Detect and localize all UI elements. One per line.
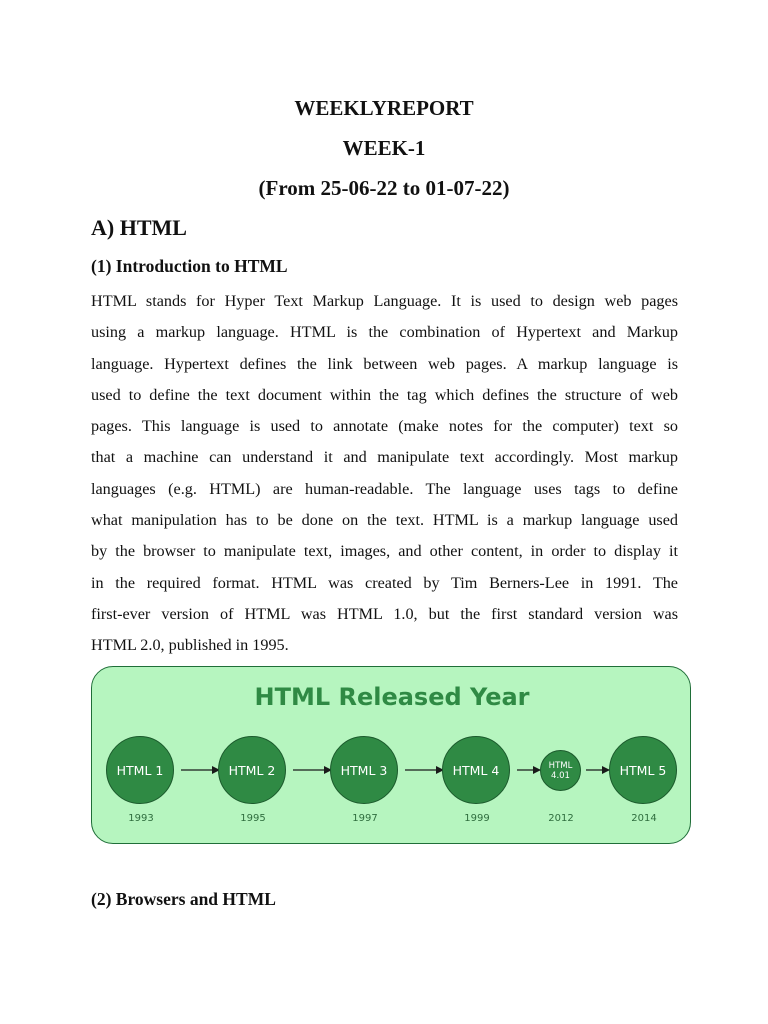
timeline-year: 2014 <box>631 813 657 824</box>
paragraph-line: by the browser to manipulate text, images, and other content, in order to display it <box>91 542 678 561</box>
paragraph-line: what manipulation has to be done on the text. HTML is a markup language used <box>91 511 678 530</box>
intro-paragraph <box>91 286 678 662</box>
timeline-title: HTML Released Year <box>254 683 530 711</box>
paragraph-line: HTML 2.0, published in 1995. <box>91 636 289 655</box>
paragraph-line: used to define the text document within the tag which defines the structure of web <box>91 385 678 404</box>
paragraph-line: in the required format. HTML was created by Tim Berners-Lee in 1991. The <box>91 573 678 592</box>
timeline-year: 2012 <box>548 813 574 824</box>
timeline-node-html5: HTML 5 <box>609 736 677 804</box>
timeline-node-html2: HTML 2 <box>218 736 286 804</box>
node-label-line: HTML <box>548 760 573 771</box>
node-label-line: 4.01 <box>551 770 570 781</box>
paragraph-line: pages. This language is used to annotate (make notes for the computer) text so <box>91 417 678 436</box>
report-title: WEEKLYREPORT <box>294 96 474 120</box>
section-a-heading: A) HTML <box>91 215 187 240</box>
timeline-year: 1995 <box>240 813 266 824</box>
timeline-node-html3: HTML 3 <box>330 736 398 804</box>
paragraph-line: first-ever version of HTML was HTML 1.0, but the first standard version was <box>91 604 678 623</box>
subsection-2-heading: (2) Browsers and HTML <box>91 889 276 909</box>
timeline-node-html4: HTML 4 <box>442 736 510 804</box>
timeline-node-html1: HTML 1 <box>106 736 174 804</box>
paragraph-line: language. Hypertext defines the link between web pages. A markup language is <box>91 354 678 373</box>
timeline-year: 1999 <box>464 813 490 824</box>
html-release-timeline <box>91 666 691 844</box>
report-week: WEEK-1 <box>342 136 426 160</box>
report-date-range: (From 25-06-22 to 01-07-22) <box>258 176 510 200</box>
timeline-year: 1997 <box>352 813 378 824</box>
paragraph-line: that a machine can understand it and manipulate text accordingly. Most markup <box>91 448 678 467</box>
paragraph-line: using a markup language. HTML is the combination of Hypertext and Markup <box>91 323 678 342</box>
paragraph-line: HTML stands for Hyper Text Markup Language. It is used to design web pages <box>91 292 678 310</box>
paragraph-line: languages (e.g. HTML) are human-readable. The language uses tags to define <box>91 479 678 498</box>
timeline-node-html401 <box>540 750 581 791</box>
timeline-year: 1993 <box>128 813 154 824</box>
subsection-1-heading: (1) Introduction to HTML <box>91 256 288 276</box>
